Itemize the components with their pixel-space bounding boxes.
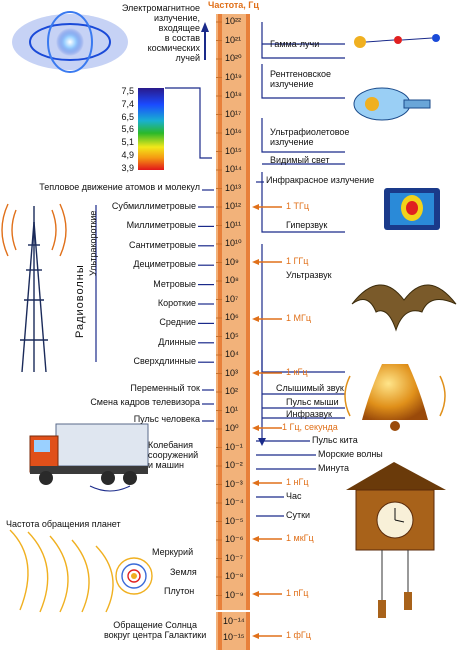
radio-band-label: Сверхдлинные <box>133 356 196 367</box>
label-day: Сутки <box>286 510 311 520</box>
tick-label: 10²⁰ <box>225 53 242 63</box>
tick-label: 10⁻¹⁴ <box>223 616 245 626</box>
label-hypersound: Гиперзвук <box>286 220 328 230</box>
scale-value: 5,6 <box>121 124 134 135</box>
bat-illustration <box>352 285 456 330</box>
radio-band-label: Средние <box>159 317 196 328</box>
tick-label: 10⁻² <box>225 460 243 470</box>
label-waves: Морские волны <box>318 449 383 459</box>
tick-label: 10²¹ <box>225 34 242 45</box>
scale-value: 6,5 <box>121 111 134 122</box>
tick-label: 10¹² <box>225 201 242 211</box>
radio-band-label: Миллиметровые <box>126 220 196 231</box>
unit-nhz: 1 нГц <box>286 477 309 487</box>
unit-arrow-head <box>252 591 259 597</box>
infrared-monitor-illustration <box>384 188 440 230</box>
label-em-cosmic: Электромагнитное излучение, входящее в состав космических лучей <box>121 3 200 63</box>
unit-khz: 1 кГц <box>286 367 308 377</box>
unit-arrow-head <box>252 204 259 210</box>
unit-arrow-head <box>252 536 259 542</box>
gamma-illustration <box>354 34 440 48</box>
label-gamma: Гамма-лучи <box>270 39 320 49</box>
tick-label: 10¹⁶ <box>225 127 242 137</box>
label-pulse: Пульс человека <box>133 414 200 424</box>
unit-arrow-head <box>252 370 259 376</box>
unit-hz-second: 1 Гц, секунда <box>282 422 338 432</box>
tick-label: 10⁰ <box>225 423 239 433</box>
label-thermal: Тепловое движение атомов и молекул <box>39 182 200 192</box>
unit-arrow-head <box>252 425 259 431</box>
tick-label: 10¹ <box>225 404 239 415</box>
tick-label: 10⁻⁶ <box>225 534 244 544</box>
label-ultrasound: Ультразвук <box>286 270 332 280</box>
label-planets: Частота обращения планет <box>6 519 121 529</box>
tick-label: 10⁻⁴ <box>225 497 244 507</box>
tick-label: 10⁻¹ <box>225 441 243 452</box>
tick-label: 10²² <box>225 16 242 26</box>
tick-label: 10⁻⁷ <box>225 552 244 563</box>
scale-value: 3,9 <box>121 162 134 173</box>
cuckoo-clock-illustration <box>346 462 446 618</box>
tick-label: 10¹⁷ <box>225 108 242 119</box>
unit-mhz: 1 МГц <box>286 313 312 323</box>
unit-fhz: 1 фГц <box>286 630 311 640</box>
label-xray: Рентгеновское излучение <box>270 69 332 89</box>
tick-label: 10¹⁵ <box>225 145 242 156</box>
tick-label: 10⁻¹⁵ <box>223 632 245 642</box>
truck-illustration <box>30 424 148 491</box>
radio-tower-illustration <box>2 204 66 372</box>
tick-label: 10¹⁰ <box>225 238 242 248</box>
label-ultrashort: Ультракороткие <box>88 210 98 276</box>
label-minute: Минута <box>318 463 350 473</box>
tick-label: 10⁻⁹ <box>225 589 244 600</box>
radio-band-label: Длинные <box>158 336 196 347</box>
label-earth: Земля <box>170 567 197 577</box>
tick-label: 10⁻³ <box>225 478 243 489</box>
scale-value: 7,4 <box>121 98 134 109</box>
radio-band-label: Субмиллиметровые <box>111 201 196 211</box>
tick-label: 10⁸ <box>225 275 239 285</box>
tick-label: 10⁻⁵ <box>225 515 244 526</box>
scale-value: 7,5 <box>121 86 134 96</box>
label-infrasound: Инфразвук <box>286 409 332 419</box>
label-mouse: Пульс мыши <box>286 397 339 407</box>
xray-tube-illustration <box>354 88 430 120</box>
label-sun-galaxy: Обращение Солнца вокруг центра Галактики <box>104 620 207 640</box>
tick-label: 10³ <box>225 367 239 378</box>
label-tv: Смена кадров телевизора <box>90 397 200 407</box>
scale-value: 5,1 <box>121 137 134 148</box>
label-whale: Пульс кита <box>312 435 358 445</box>
tick-label: 10⁻⁸ <box>225 571 244 581</box>
radio-band-label: Дециметровые <box>133 259 196 270</box>
unit-thz: 1 ТГц <box>286 201 310 211</box>
tick-label: 10¹⁴ <box>225 164 242 174</box>
unit-ghz: 1 ГГц <box>286 256 309 266</box>
label-vibration: Колебания сооружений и машин <box>148 440 199 470</box>
unit-arrow-head <box>252 633 259 639</box>
tick-label: 10¹⁹ <box>225 71 242 82</box>
unit-arrow-head <box>252 480 259 486</box>
tick-label: 10¹³ <box>225 182 242 193</box>
unit-mkhz: 1 мкГц <box>286 533 314 543</box>
label-mercury: Меркурий <box>152 547 194 557</box>
unit-phz: 1 пГц <box>286 588 309 598</box>
label-ac: Переменный ток <box>130 383 200 393</box>
radio-band-label: Короткие <box>157 298 196 308</box>
unit-arrow-head <box>252 316 259 322</box>
tick-label: 10⁶ <box>225 312 239 322</box>
label-radio-group: Радиоволны <box>74 264 86 338</box>
tick-label: 10² <box>225 386 239 396</box>
unit-arrow-head <box>252 259 259 265</box>
axis-title: Частота, Гц <box>208 0 259 10</box>
label-pluto: Плутон <box>164 586 195 596</box>
tick-label: 10⁴ <box>225 349 239 359</box>
planet-orbits-illustration <box>10 530 152 612</box>
visible-spectrum-bar <box>138 88 164 170</box>
tick-label: 10⁵ <box>225 330 239 341</box>
label-hour: Час <box>286 491 302 501</box>
radio-band-label: Метровые <box>153 278 196 289</box>
tick-label: 10¹¹ <box>225 219 242 230</box>
bell-illustration <box>345 364 445 431</box>
tick-label: 10⁷ <box>225 293 239 304</box>
label-ir: Инфракрасное излучение <box>266 175 375 185</box>
label-visible: Видимый свет <box>270 155 330 165</box>
tick-label: 10¹⁸ <box>225 90 242 100</box>
radio-band-label: Сантиметровые <box>128 239 196 250</box>
tick-label: 10⁹ <box>225 256 239 267</box>
scale-value: 4,9 <box>121 150 134 160</box>
label-audible: Слышимый звук <box>276 383 344 393</box>
label-uv: Ультрафиолетовое излучение <box>270 127 350 147</box>
